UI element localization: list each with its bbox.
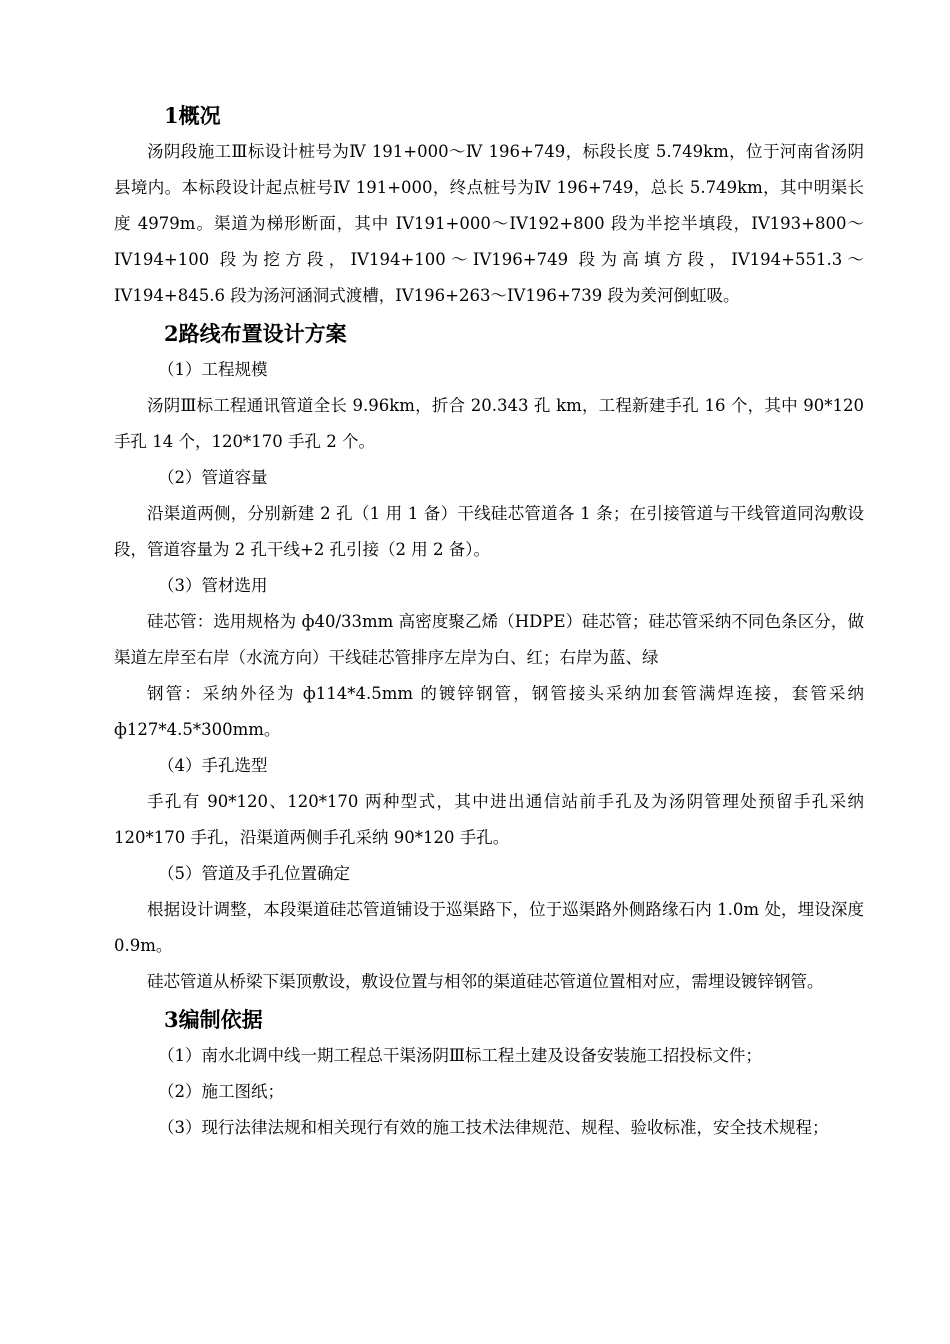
section-heading-overview: 1概况 xyxy=(164,103,221,128)
paragraph-position-bridge: 硅芯管道从桥梁下渠顶敷设，敷设位置与相邻的渠道硅芯管道位置相对应，需埋设镀锌钢管。 xyxy=(147,972,824,991)
subheading-scale: （1）工程规模 xyxy=(158,360,268,379)
basis-item-1: （1）南水北调中线一期工程总干渠汤阴Ⅲ标工程土建及设备安装施工招投标文件； xyxy=(158,1046,762,1065)
paragraph-handhole: 手孔有 90*120、120*170 两种型式，其中进出通信站前手孔及为汤阴管理处预留手孔采纳 120*170 手孔，沿渠道两侧手孔采纳 90*120 手孔。 xyxy=(114,792,864,847)
document-body xyxy=(114,96,864,1146)
subheading-materials: （3）管材选用 xyxy=(158,576,268,595)
subheading-capacity: （2）管道容量 xyxy=(158,468,268,487)
section-heading-basis: 3编制依据 xyxy=(164,1007,263,1032)
basis-item-3: （3）现行法律法规和相关现行有效的施工技术法律规范、规程、验收标准，安全技术规程； xyxy=(158,1118,829,1137)
subheading-handhole: （4）手孔选型 xyxy=(158,756,268,775)
paragraph-capacity: 沿渠道两侧，分别新建 2 孔（1 用 1 备）干线硅芯管道各 1 条；在引接管道与干线管道同沟敷设段，管道容量为 2 孔干线+2 孔引接（2 用 2 备）。 xyxy=(114,504,864,559)
basis-item-2: （2）施工图纸； xyxy=(158,1082,284,1101)
overview-paragraph: 汤阴段施工Ⅲ标设计桩号为Ⅳ 191+000～Ⅳ 196+749，标段长度 5.749km，位于河南省汤阴县境内。本标段设计起点桩号Ⅳ 191+000，终点桩号为Ⅳ 196+749，总长 5.749km，其中明渠长度 4979m。渠道为梯形断面，其中 IV191+000～IV192+800 段为半挖半填段，IV193+800～IV194+100 段为挖方段，IV194+100～IV196+749 段为高填方段，IV194+551.3～IV194+845.6 段为汤河涵洞式渡槽，IV196+263～IV196+739 段为羑河倒虹吸。 xyxy=(114,142,864,305)
paragraph-position: 根据设计调整，本段渠道硅芯管道铺设于巡渠路下，位于巡渠路外侧路缘石内 1.0m 处，埋设深度 0.9m。 xyxy=(114,900,864,955)
subheading-position: （5）管道及手孔位置确定 xyxy=(158,864,350,883)
paragraph-scale: 汤阴Ⅲ标工程通讯管道全长 9.96km，折合 20.343 孔 km，工程新建手孔 16 个，其中 90*120 手孔 14 个，120*170 手孔 2 个。 xyxy=(114,396,864,451)
paragraph-silicon-pipe: 硅芯管：选用规格为 ф40/33mm 高密度聚乙烯（HDPE）硅芯管；硅芯管采纳不同色条区分，做渠道左岸至右岸（水流方向）干线硅芯管排序左岸为白、红；右岸为蓝、绿 xyxy=(114,612,864,667)
section-heading-route-design: 2路线布置设计方案 xyxy=(164,321,347,346)
paragraph-steel-pipe: 钢管：采纳外径为 ф114*4.5mm 的镀锌钢管，钢管接头采纳加套管满焊连接，套管采纳 ф127*4.5*300mm。 xyxy=(114,684,864,739)
